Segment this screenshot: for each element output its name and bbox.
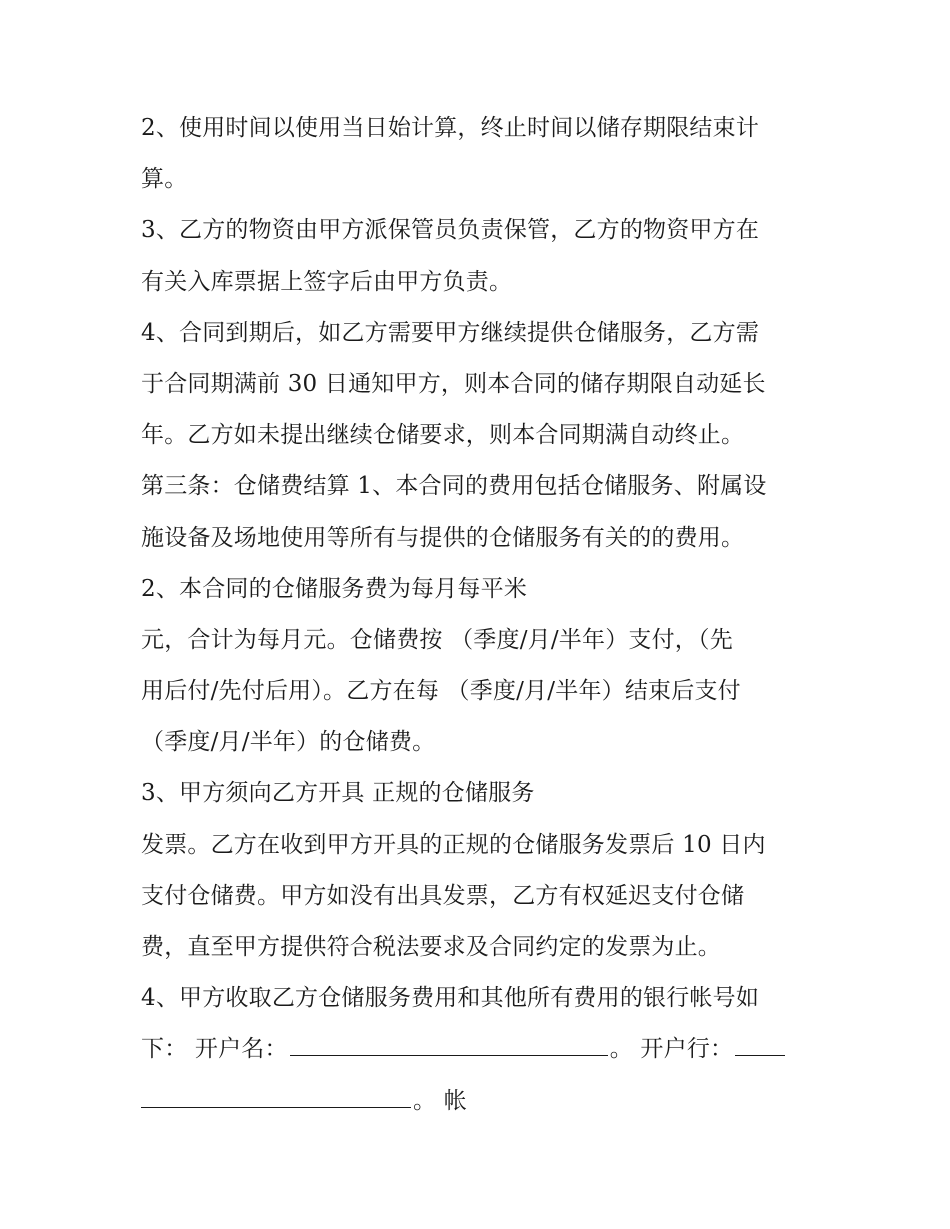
account-line	[141, 1024, 811, 1075]
paragraph-line: 支付仓储费。甲方如没有出具发票，乙方有权延迟支付仓储	[141, 882, 745, 909]
paragraph-line: 施设备及场地使用等所有与提供的仓储服务有关的的费用。	[141, 524, 745, 551]
account-name-label: 下： 开户名：	[141, 1036, 288, 1063]
paragraph-line: 年。乙方如未提出继续仓储要求，则本合同期满自动终止。	[141, 422, 745, 449]
paragraph-line: 于合同期满前 30 日通知甲方，则本合同的储存期限自动延长	[141, 370, 766, 397]
paragraph-line: 4、合同到期后，如乙方需要甲方继续提供仓储服务，乙方需	[141, 319, 760, 346]
account-number-line	[141, 1076, 811, 1127]
paragraph-line: 4、甲方收取乙方仓储服务费用和其他所有费用的银行帐号如	[141, 985, 760, 1012]
paragraph-line: 2、本合同的仓储服务费为每月每平米	[141, 575, 528, 602]
bank-name-blank-start	[735, 1035, 785, 1056]
account-number-label: 。 帐	[413, 1087, 467, 1114]
paragraph-line: 元，合计为每月元。仓储费按 （季度/月/半年）支付，（先	[141, 626, 733, 653]
paragraph-line: 发票。乙方在收到甲方开具的正规的仓储服务发票后 10 日内	[141, 831, 766, 858]
contract-body	[141, 103, 811, 1127]
paragraph-line: （季度/月/半年）的仓储费。	[141, 729, 436, 756]
paragraph-line: 2、使用时间以使用当日始计算，终止时间以储存期限结束计	[141, 115, 760, 141]
bank-label: 。 开户行：	[609, 1036, 734, 1063]
paragraph-line: 有关入库票据上签字后由甲方负责。	[141, 268, 513, 295]
account-name-blank	[290, 1035, 608, 1056]
paragraph-line: 算。	[141, 166, 188, 193]
paragraph-line: 3、乙方的物资由甲方派保管员负责保管，乙方的物资甲方在	[141, 217, 760, 244]
paragraph-line: 用后付/先付后用）。乙方在每 （季度/月/半年）结束后支付	[141, 678, 741, 705]
bank-name-blank-end	[141, 1087, 411, 1108]
paragraph-line: 第三条：仓储费结算 1、本合同的费用包括仓储服务、附属设	[141, 473, 767, 500]
paragraph-line: 3、甲方须向乙方开具 正规的仓储服务	[141, 780, 535, 807]
paragraph-line: 费，直至甲方提供符合税法要求及合同约定的发票为止。	[141, 934, 721, 960]
